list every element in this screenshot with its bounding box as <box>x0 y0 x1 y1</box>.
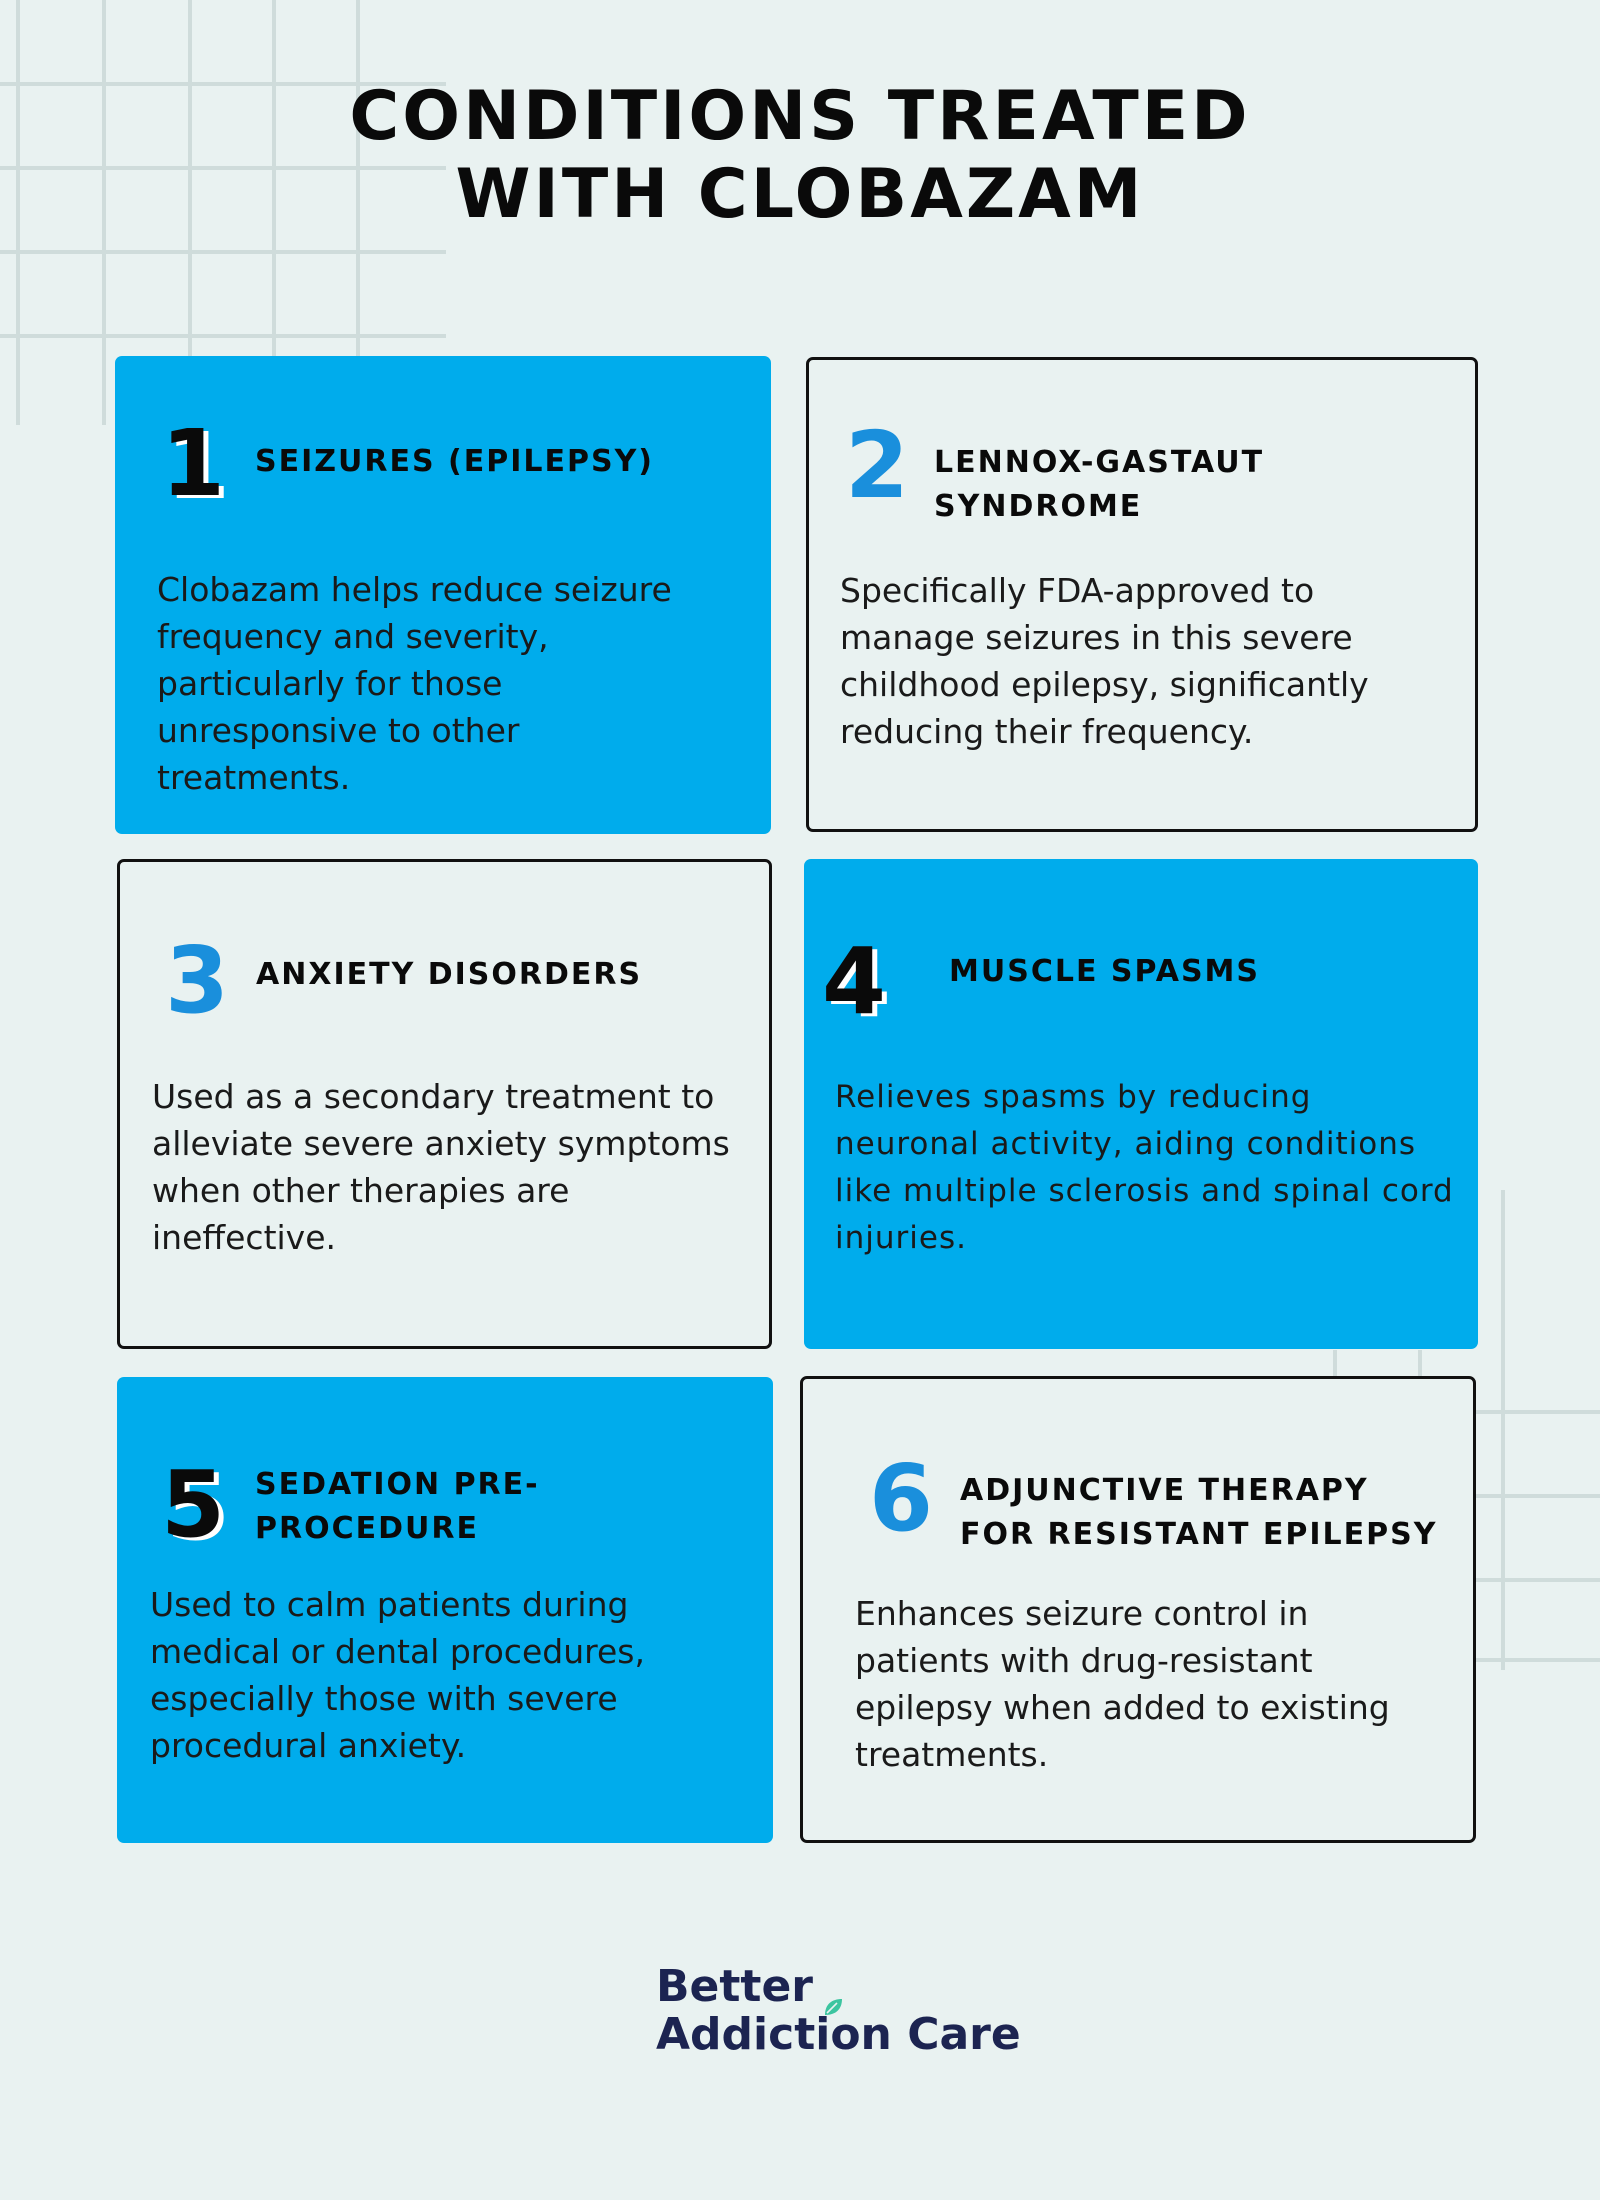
card-description: Clobazam helps reduce seizure frequency and severity, particularly for those unresponsive to other treatments. <box>157 570 672 797</box>
page-title-line1: CONDITIONS TREATED <box>349 77 1251 156</box>
card-title: SEDATION PRE-PROCEDURE <box>255 1467 540 1546</box>
card-title: MUSCLE SPASMS <box>949 954 1261 989</box>
card-description: Enhances seizure control in patients with drug-resistant epilepsy when added to existing treatments. <box>855 1594 1390 1774</box>
card-number: 3 <box>165 927 230 1034</box>
condition-card-sedation <box>117 1377 773 1843</box>
condition-card-anxiety <box>117 859 772 1349</box>
condition-card-muscle-spasms <box>804 859 1478 1349</box>
page-title-line2: WITH CLOBAZAM <box>455 155 1145 234</box>
card-description: Specifically FDA-approved to manage seizures in this severe childhood epilepsy, significantly reducing their frequency. <box>840 571 1369 751</box>
card-title: ANXIETY DISORDERS <box>256 957 643 992</box>
card-title: LENNOX-GASTAUT SYNDROME <box>934 445 1265 524</box>
card-title: SEIZURES (EPILEPSY) <box>255 444 655 479</box>
card-number: 6 <box>869 1445 934 1552</box>
card-description: Used to calm patients during medical or dental procedures, especially those with severe procedural anxiety. <box>150 1585 645 1765</box>
card-number: 2 <box>845 412 910 519</box>
logo-text-line1: Better <box>656 1961 813 2012</box>
card-description: Relieves spasms by reducing neuronal activity, aiding conditions like multiple sclerosis and spinal cord injuries. <box>835 1079 1454 1256</box>
condition-card-adjunctive-therapy <box>800 1376 1476 1843</box>
logo-text-line2: Addiction Care <box>656 2009 1021 2060</box>
page-title <box>0 78 1600 234</box>
condition-card-lennox-gastaut <box>806 357 1478 832</box>
card-number: 4 <box>822 928 887 1035</box>
card-description: Used as a secondary treatment to alleviate severe anxiety symptoms when other therapies are ineffective. <box>152 1077 730 1257</box>
condition-card-seizures <box>115 356 771 834</box>
card-number: 1 <box>161 410 226 517</box>
card-title: ADJUNCTIVE THERAPY FOR RESISTANT EPILEPSY <box>960 1473 1438 1552</box>
card-number: 5 <box>161 1451 226 1558</box>
